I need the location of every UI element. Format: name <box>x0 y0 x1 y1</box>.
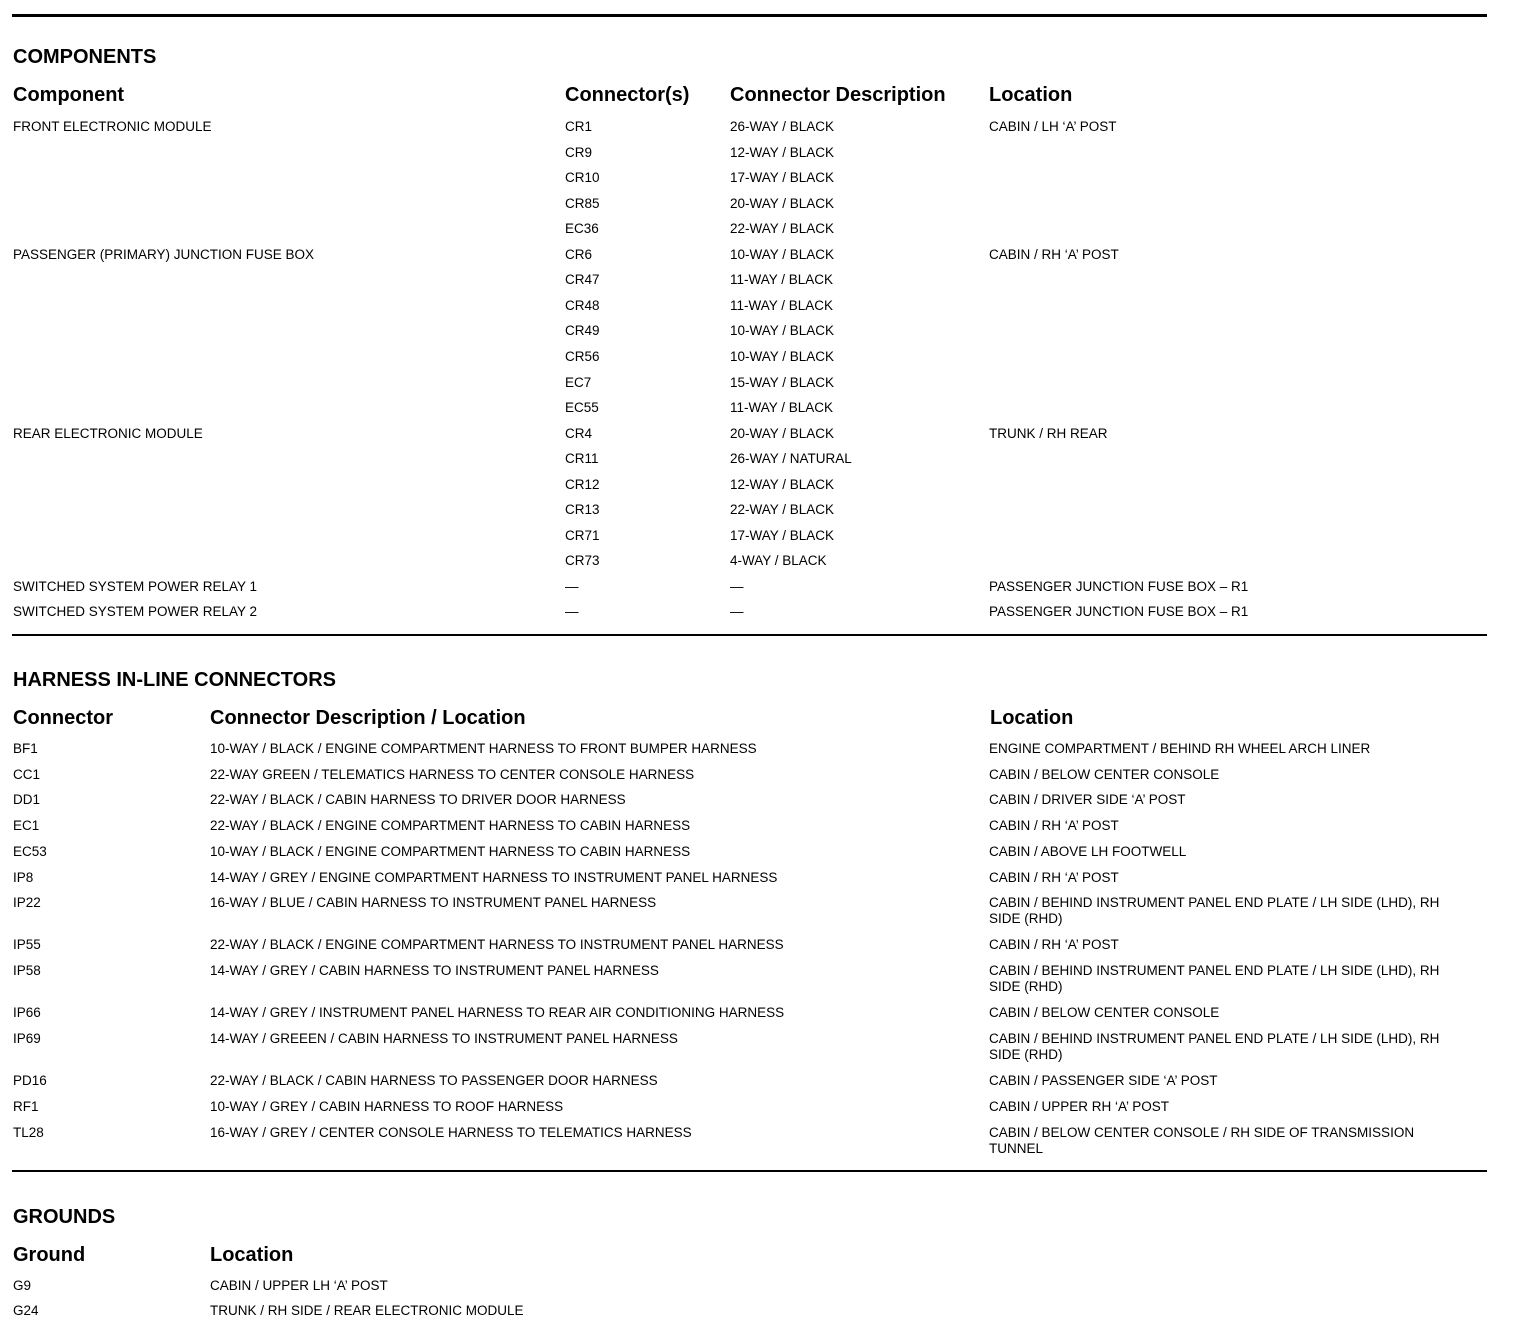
connector-cell: EC36 <box>565 221 599 237</box>
description-cell: 11-WAY / BLACK <box>730 400 834 416</box>
connector-cell: CR13 <box>565 502 600 518</box>
connector-cell: TL28 <box>13 1124 44 1140</box>
description-cell: 16-WAY / BLUE / CABIN HARNESS TO INSTRUMENT PANEL HARNESS <box>210 895 657 911</box>
description-cell: 17-WAY / BLACK <box>730 170 835 186</box>
description-cell: 15-WAY / BLACK <box>730 374 835 390</box>
ground-cell: G24 <box>13 1303 39 1318</box>
description-cell: 14-WAY / GREY / ENGINE COMPARTMENT HARNESS TO INSTRUMENT PANEL HARNESS <box>210 869 778 885</box>
connector-cell: CR49 <box>565 323 600 339</box>
location-cell: CABIN / BELOW CENTER CONSOLE <box>989 1005 1220 1021</box>
harness-header-description: Connector Description / Location <box>210 707 526 729</box>
connector-cell: RF1 <box>13 1098 39 1114</box>
location-cell: CABIN / RH ‘A’ POST <box>989 246 1119 262</box>
component-cell: SWITCHED SYSTEM POWER RELAY 1 <box>13 578 258 594</box>
description-cell: 22-WAY / BLACK <box>730 502 835 518</box>
harness-header-location: Location <box>990 707 1074 729</box>
location-cell: CABIN / PASSENGER SIDE ‘A’ POST <box>989 1073 1218 1089</box>
component-cell: SWITCHED SYSTEM POWER RELAY 2 <box>13 604 258 620</box>
description-cell: — <box>730 604 744 620</box>
description-cell: 10-WAY / BLACK <box>730 348 835 364</box>
connector-cell: CR71 <box>565 527 600 543</box>
component-cell: PASSENGER (PRIMARY) JUNCTION FUSE BOX <box>13 246 315 262</box>
connector-cell: CC1 <box>13 766 41 782</box>
description-cell: 12-WAY / BLACK <box>730 476 835 492</box>
connector-cell: BF1 <box>13 741 38 756</box>
description-cell: 16-WAY / GREY / CENTER CONSOLE HARNESS TO TELEMATICS HARNESS <box>210 1124 692 1140</box>
location-cell: CABIN / BEHIND INSTRUMENT PANEL END PLATE / LH SIDE (LHD), RH SIDE (RHD) <box>989 963 1440 995</box>
components-bottom-rule <box>12 634 1487 636</box>
description-cell: 11-WAY / BLACK <box>730 297 834 313</box>
components-header-component: Component <box>13 84 125 106</box>
connector-cell: IP55 <box>13 937 41 953</box>
location-cell: CABIN / BELOW CENTER CONSOLE <box>989 766 1220 782</box>
location-cell: TRUNK / RH REAR <box>989 425 1108 441</box>
location-cell: CABIN / BELOW CENTER CONSOLE / RH SIDE OF TRANSMISSION TUNNEL <box>989 1124 1415 1156</box>
connector-cell: CR12 <box>565 476 600 492</box>
description-cell: 10-WAY / BLACK / ENGINE COMPARTMENT HARNESS TO CABIN HARNESS <box>210 843 691 859</box>
grounds-header-ground: Ground <box>13 1244 86 1266</box>
description-cell: 11-WAY / BLACK <box>730 272 834 288</box>
connector-cell: IP8 <box>13 869 34 885</box>
connector-cell: — <box>565 604 579 620</box>
connector-cell: CR10 <box>565 170 600 186</box>
location-cell: TRUNK / RH SIDE / REAR ELECTRONIC MODULE <box>210 1303 524 1318</box>
location-cell: ENGINE COMPARTMENT / BEHIND RH WHEEL ARCH LINER <box>989 741 1371 756</box>
connector-cell: CR11 <box>565 451 599 467</box>
description-cell: 26-WAY / NATURAL <box>730 451 852 467</box>
description-cell: 10-WAY / BLACK <box>730 323 835 339</box>
connector-cell: EC55 <box>565 400 599 416</box>
description-cell: 22-WAY GREEN / TELEMATICS HARNESS TO CENTER CONSOLE HARNESS <box>210 766 695 782</box>
components-header-location: Location <box>989 84 1073 106</box>
connector-cell: EC1 <box>13 818 40 834</box>
grounds-header-location: Location <box>210 1244 294 1266</box>
connector-cell: DD1 <box>13 792 41 808</box>
description-cell: 22-WAY / BLACK / CABIN HARNESS TO DRIVER DOOR HARNESS <box>210 792 626 808</box>
connector-cell: CR73 <box>565 553 600 569</box>
description-cell: 20-WAY / BLACK <box>730 425 835 441</box>
description-cell: — <box>730 578 744 594</box>
connector-cell: CR6 <box>565 246 593 262</box>
description-cell: 10-WAY / BLACK / ENGINE COMPARTMENT HARNESS TO FRONT BUMPER HARNESS <box>210 741 757 756</box>
description-cell: 26-WAY / BLACK <box>730 119 835 134</box>
description-cell: 14-WAY / GREEEN / CABIN HARNESS TO INSTRUMENT PANEL HARNESS <box>210 1031 678 1046</box>
components-section-title: COMPONENTS <box>13 46 157 68</box>
description-cell: 4-WAY / BLACK <box>730 553 827 569</box>
grounds-section-title: GROUNDS <box>13 1206 116 1228</box>
connector-cell: IP22 <box>13 895 41 911</box>
location-cell: CABIN / BEHIND INSTRUMENT PANEL END PLATE / LH SIDE (LHD), RH SIDE (RHD) <box>989 1031 1440 1062</box>
location-cell: CABIN / UPPER LH ‘A’ POST <box>210 1278 388 1293</box>
connector-cell: — <box>565 578 579 594</box>
description-cell: 10-WAY / GREY / CABIN HARNESS TO ROOF HARNESS <box>210 1098 564 1114</box>
description-cell: 22-WAY / BLACK / ENGINE COMPARTMENT HARNESS TO INSTRUMENT PANEL HARNESS <box>210 937 784 953</box>
connector-cell: EC7 <box>565 374 592 390</box>
components-header-description: Connector Description <box>730 84 946 106</box>
connector-cell: IP69 <box>13 1031 41 1046</box>
connector-cell: CR4 <box>565 425 593 441</box>
location-cell: CABIN / UPPER RH ‘A’ POST <box>989 1098 1170 1114</box>
location-cell: PASSENGER JUNCTION FUSE BOX – R1 <box>989 578 1249 594</box>
location-cell: CABIN / DRIVER SIDE ‘A’ POST <box>989 792 1186 808</box>
harness-bottom-rule <box>12 1170 1487 1172</box>
connector-cell: CR47 <box>565 272 600 288</box>
component-cell: REAR ELECTRONIC MODULE <box>13 425 203 441</box>
connector-cell: PD16 <box>13 1073 47 1089</box>
description-cell: 14-WAY / GREY / CABIN HARNESS TO INSTRUMENT PANEL HARNESS <box>210 963 659 979</box>
connector-cell: IP66 <box>13 1005 41 1021</box>
harness-section-title: HARNESS IN-LINE CONNECTORS <box>13 669 336 691</box>
connector-cell: CR48 <box>565 297 600 313</box>
location-cell: CABIN / LH ‘A’ POST <box>989 119 1117 134</box>
description-cell: 10-WAY / BLACK <box>730 246 835 262</box>
connector-cell: CR56 <box>565 348 600 364</box>
description-cell: 12-WAY / BLACK <box>730 144 835 160</box>
connector-cell: EC53 <box>13 843 47 859</box>
location-cell: CABIN / RH ‘A’ POST <box>989 937 1119 953</box>
harness-header-connector: Connector <box>13 707 113 729</box>
connector-cell: CR85 <box>565 195 600 211</box>
description-cell: 14-WAY / GREY / INSTRUMENT PANEL HARNESS TO REAR AIR CONDITIONING HARNESS <box>210 1005 785 1021</box>
location-cell: CABIN / RH ‘A’ POST <box>989 818 1119 834</box>
location-cell: CABIN / BEHIND INSTRUMENT PANEL END PLATE / LH SIDE (LHD), RH SIDE (RHD) <box>989 895 1440 927</box>
connector-cell: CR9 <box>565 144 593 160</box>
connector-cell: IP58 <box>13 963 41 979</box>
connector-cell: CR1 <box>565 119 593 134</box>
component-cell: FRONT ELECTRONIC MODULE <box>13 119 212 134</box>
ground-cell: G9 <box>13 1278 32 1293</box>
location-cell: PASSENGER JUNCTION FUSE BOX – R1 <box>989 604 1249 620</box>
components-header-connectors: Connector(s) <box>565 84 690 106</box>
top-rule <box>12 14 1487 17</box>
description-cell: 17-WAY / BLACK <box>730 527 835 543</box>
description-cell: 22-WAY / BLACK <box>730 221 835 237</box>
description-cell: 22-WAY / BLACK / ENGINE COMPARTMENT HARNESS TO CABIN HARNESS <box>210 818 691 834</box>
description-cell: 20-WAY / BLACK <box>730 195 835 211</box>
description-cell: 22-WAY / BLACK / CABIN HARNESS TO PASSENGER DOOR HARNESS <box>210 1073 658 1089</box>
location-cell: CABIN / ABOVE LH FOOTWELL <box>989 843 1187 859</box>
location-cell: CABIN / RH ‘A’ POST <box>989 869 1119 885</box>
